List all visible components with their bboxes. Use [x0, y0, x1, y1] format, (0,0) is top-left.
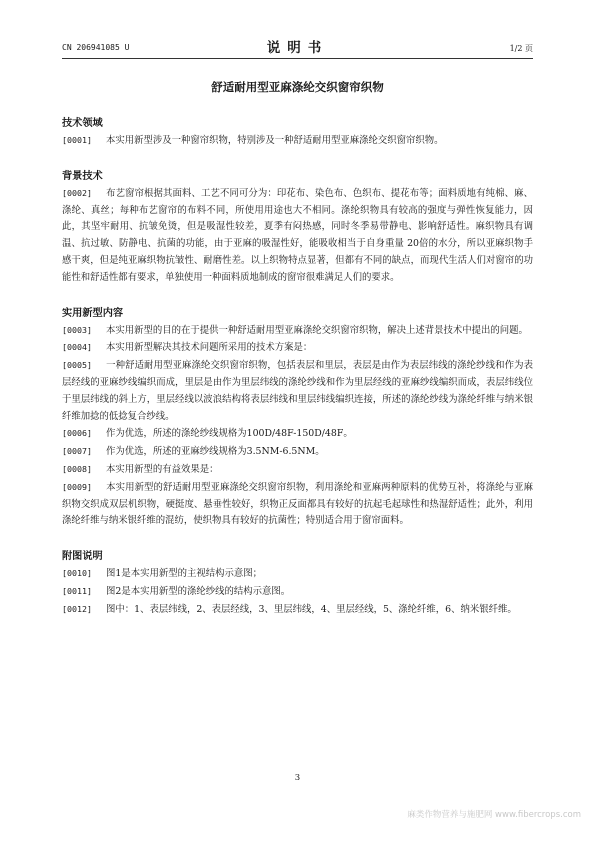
paragraph-text: 本实用新型的有益效果是： — [105, 463, 219, 475]
paragraph-number: [0007] — [62, 446, 92, 457]
paragraph-number: [0008] — [62, 463, 92, 474]
paragraph-text: 一种舒适耐用型亚麻涤纶交织窗帘织物，包括表层和里层，表层是由作为表层纬线的涤纶纱线和作为表层经线的亚麻纱线编织而成，里层是由作为里层纬线的涤纶纱线和作为里层经线的亚麻纱线编织而成，表层纬线位于里层纬线的斜上方，里层经线以波浪结构将表层纬线和里层纬线编织连接，所述的涤纶纱线为涤纶纤维与纳米银纤维加捻的低捻复合纱线。 — [62, 360, 533, 422]
paragraph — [62, 357, 533, 425]
section-gap — [62, 287, 533, 305]
paragraph-number: [0003] — [62, 324, 92, 335]
paragraph-text: 布艺窗帘根据其面料、工艺不同可分为：印花布、染色布、色织布、提花布等；面料质地有纯棉、麻、涤纶、真丝；每种布艺窗帘的布料不同，所使用用途也大不相同。涤纶织物具有较高的强度与弹性恢复能力，因此，其坚牢耐用、抗皱免烫，但是吸湿性较差，夏季有闷热感，同时冬季易带静电、影响舒适性。麻织物具有调温、抗过敏、防静电、抗菌的功能，由于亚麻的吸湿性好，能吸收相当于自身重量 20倍的水分，所以亚麻织物手感干爽，但是纯亚麻织物抗皱性、耐磨性差。以上织物特点显著，但都有不同的缺点，而现代生活人们对窗帘的功能性和舒适性都有要求，单独使用一种面料质地制成的窗帘很难满足人们的要求。 — [62, 187, 533, 283]
document-body — [62, 115, 533, 619]
paragraph-number: [0005] — [62, 360, 92, 371]
paragraph-number: [0011] — [62, 585, 92, 596]
page-number: 3 — [294, 773, 301, 783]
paragraph — [62, 461, 533, 479]
watermark: 麻类作物营养与施肥网 www.fibercrops.com — [407, 810, 581, 820]
paragraph — [62, 565, 533, 583]
paragraph-text: 图1是本实用新型的主视结构示意图； — [105, 568, 262, 580]
paragraph-number: [0012] — [62, 603, 92, 614]
section-heading: 技术领域 — [62, 117, 103, 129]
paragraph-number: [0004] — [62, 342, 92, 353]
paragraph-text: 本实用新型的目的在于提供一种舒适耐用型亚麻涤纶交织窗帘织物，解决上述背景技术中提出的问题。 — [105, 324, 528, 336]
paragraph-text: 本实用新型解决其技术问题所采用的技术方案是： — [105, 342, 313, 354]
paragraph — [62, 601, 533, 619]
paragraph — [62, 583, 533, 601]
paragraph-number: [0002] — [62, 187, 92, 198]
paragraph-number: [0010] — [62, 568, 92, 579]
document-type: 说明书 — [266, 40, 329, 56]
section-heading: 实用新型内容 — [62, 306, 124, 319]
page-header — [62, 34, 533, 59]
paragraph-text: 图2是本实用新型的涤纶纱线的结构示意图。 — [105, 585, 291, 597]
patent-number: CN 206941085 U — [62, 43, 130, 52]
section-gap — [62, 150, 533, 168]
paragraph — [62, 185, 533, 287]
paragraph-text: 作为优选，所述的涤纶纱线规格为100D/48F-150D/48F。 — [105, 428, 353, 440]
paragraph-number: [0001] — [62, 135, 92, 145]
paragraph — [62, 443, 533, 461]
paragraph-text: 本实用新型的舒适耐用型亚麻涤纶交织窗帘织物，利用涤纶和亚麻两种原料的优势互补，将涤纶与亚麻织物交织成双层机织物，硬挺度、悬垂性较好，织物正反面都具有较好的抗起毛起球性和热湿舒适性；此外，利用涤纶纤维与纳米银纤维的混纺，使织物具有较好的抗菌性；特别适合用于窗帘面料。 — [62, 481, 533, 527]
paragraph-text: 作为优选，所述的亚麻纱线规格为3.5NM-6.5NM。 — [105, 446, 325, 458]
paragraph-number: [0009] — [62, 481, 92, 492]
paragraph-number: [0006] — [62, 428, 92, 439]
document-title: 舒适耐用型亚麻涤纶交织窗帘织物 — [211, 80, 384, 94]
paragraph — [62, 479, 533, 530]
paragraph — [62, 322, 533, 340]
paragraph-text: 图中：1、表层纬线，2、表层经线，3、里层纬线，4、里层经线，5、涤纶纤维，6、纳米银纤维。 — [105, 603, 517, 615]
page-info: 1/2 页 — [509, 44, 533, 53]
section-heading: 附图说明 — [62, 550, 103, 563]
paragraph — [62, 132, 533, 150]
section-heading: 背景技术 — [62, 169, 103, 182]
paragraph — [62, 425, 533, 443]
paragraph — [62, 339, 533, 357]
paragraph-text: 本实用新型涉及一种窗帘织物，特别涉及一种舒适耐用型亚麻涤纶交织窗帘织物。 — [105, 135, 444, 146]
section-gap — [62, 530, 533, 548]
